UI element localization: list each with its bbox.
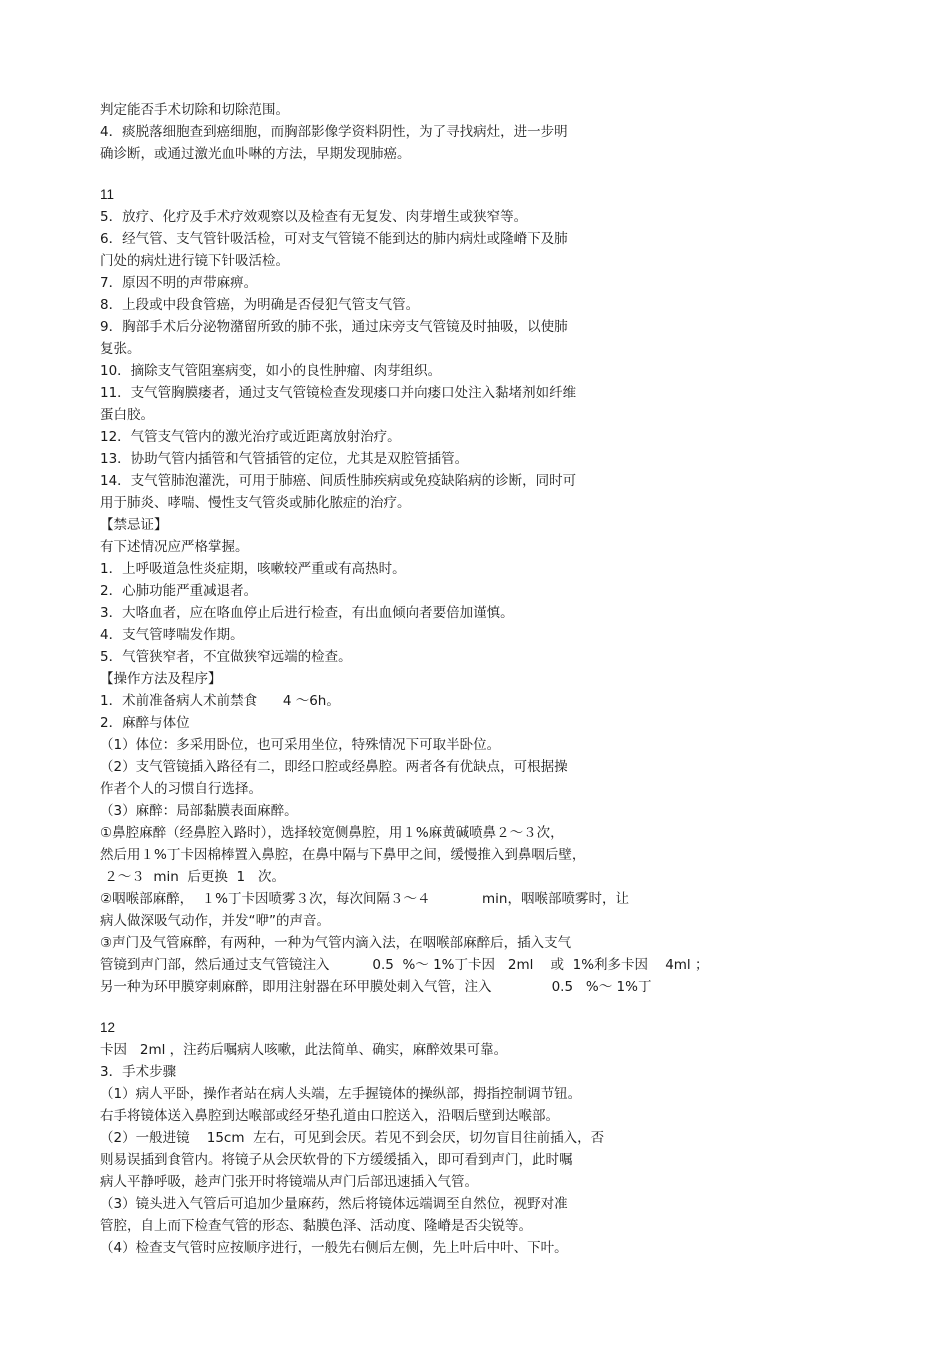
text-line: ２～３ min 后更换 1 次。 — [100, 869, 285, 885]
text-line: 作者个人的习惯自行选择。 — [100, 781, 262, 797]
text-line: 蛋白胶。 — [100, 407, 154, 423]
text-line: （2）一般进镜 15cm 左右，可见到会厌。若见不到会厌，切勿盲目往前插入，否 — [100, 1130, 605, 1146]
text-line: 5．放疗、化疗及手术疗效观察以及检查有无复发、肉芽增生或狭窄等。 — [100, 209, 528, 225]
text-line: （1）病人平卧，操作者站在病人头端，左手握镜体的操纵部，拇指控制调节钮。 — [100, 1086, 582, 1102]
page-number: 12 — [100, 1020, 116, 1035]
text-line: 有下述情况应严格掌握。 — [100, 539, 249, 555]
text-line: 右手将镜体送入鼻腔到达喉部或经牙垫孔道由口腔送入，沿咽后壁到达喉部。 — [100, 1108, 559, 1124]
text-line: 管腔，自上而下检查气管的形态、黏膜色泽、活动度、隆嵴是否尖锐等。 — [100, 1218, 532, 1234]
text-line: （2）支气管镜插入路径有二，即经口腔或经鼻腔。两者各有优缺点，可根据操 — [100, 759, 568, 775]
text-line: 2．麻醉与体位 — [100, 715, 190, 731]
text-line: 10．摘除支气管阻塞病变，如小的良性肿瘤、肉芽组织。 — [100, 363, 442, 379]
text-line: 4．痰脱落细胞查到癌细胞，而胸部影像学资料阴性，为了寻找病灶，进一步明 — [100, 124, 568, 140]
text-line: ②咽喉部麻醉， １%丁卡因喷雾３次，每次间隔３～４ min，咽喉部喷雾时，让 — [100, 891, 629, 907]
text-line: 判定能否手术切除和切除范围。 — [100, 102, 289, 118]
text-line: ③声门及气管麻醉，有两种，一种为气管内滴入法，在咽喉部麻醉后，插入支气 — [100, 935, 572, 951]
text-line: （3）麻醉：局部黏膜表面麻醉。 — [100, 803, 298, 819]
section-heading: 【操作方法及程序】 — [100, 671, 222, 687]
text-line: 2．心肺功能严重减退者。 — [100, 583, 258, 599]
text-line: 8．上段或中段食管癌，为明确是否侵犯气管支气管。 — [100, 297, 420, 313]
text-line: （3）镜头进入气管后可追加少量麻药，然后将镜体远端调至自然位，视野对准 — [100, 1196, 568, 1212]
text-line: 5．气管狭窄者，不宜做狭窄远端的检查。 — [100, 649, 352, 665]
text-line: 7．原因不明的声带麻痹。 — [100, 275, 258, 291]
text-line: 则易误插到食管内。将镜子从会厌软骨的下方缓缓插入，即可看到声门，此时嘱 — [100, 1152, 573, 1168]
text-line: 1．上呼吸道急性炎症期，咳嗽较严重或有高热时。 — [100, 561, 406, 577]
text-line: 另一种为环甲膜穿刺麻醉，即用注射器在环甲膜处刺入气管，注入 0.5 %～ 1%丁 — [100, 979, 652, 995]
text-line: 卡因 2ml ，注药后嘱病人咳嗽，此法简单、确实，麻醉效果可靠。 — [100, 1042, 508, 1058]
text-line: 13．协助气管内插管和气管插管的定位，尤其是双腔管插管。 — [100, 451, 469, 467]
text-line: 用于肺炎、哮喘、慢性支气管炎或肺化脓症的治疗。 — [100, 495, 411, 511]
text-line: 3．大咯血者，应在咯血停止后进行检查，有出血倾向者要倍加谨慎。 — [100, 605, 514, 621]
text-line: 9．胸部手术后分泌物潴留所致的肺不张，通过床旁支气管镜及时抽吸，以使肺 — [100, 319, 568, 335]
text-line: 11．支气管胸膜瘘者，通过支气管镜检查发现瘘口并向瘘口处注入黏堵剂如纤维 — [100, 385, 577, 401]
text-line: 复张。 — [100, 341, 141, 357]
text-line: 4．支气管哮喘发作期。 — [100, 627, 244, 643]
text-line: ①鼻腔麻醉（经鼻腔入路时），选择较宽侧鼻腔，用１%麻黄碱喷鼻２～３次， — [100, 825, 564, 841]
text-line: 3．手术步骤 — [100, 1064, 177, 1080]
section-heading: 【禁忌证】 — [100, 517, 168, 533]
text-line: 病人做深吸气动作，并发“咿”的声音。 — [100, 913, 330, 929]
text-line: （1）体位：多采用卧位，也可采用坐位，特殊情况下可取半卧位。 — [100, 737, 501, 753]
text-line: 然后用１%丁卡因棉棒置入鼻腔，在鼻中隔与下鼻甲之间，缓慢推入到鼻咽后壁， — [100, 847, 586, 863]
text-line: 确诊断，或通过激光血卟啉的方法，早期发现肺癌。 — [100, 146, 411, 162]
text-line: 12．气管支气管内的激光治疗或近距离放射治疗。 — [100, 429, 401, 445]
text-line: 1．术前准备病人术前禁食 4 ～6h。 — [100, 693, 340, 709]
text-line: 管镜到声门部，然后通过支气管镜注入 0.5 %～ 1%丁卡因 2ml 或 1%利多卡因 4ml ； — [100, 957, 709, 973]
page-number: 11 — [100, 187, 115, 202]
text-line: （4）检查支气管时应按顺序进行，一般先右侧后左侧，先上叶后中叶、下叶。 — [100, 1240, 568, 1256]
text-line: 14．支气管肺泡灌洗，可用于肺癌、间质性肺疾病或免疫缺陷病的诊断，同时可 — [100, 473, 577, 489]
text-line: 病人平静呼吸，趁声门张开时将镜端从声门后部迅速插入气管。 — [100, 1174, 478, 1190]
text-line: 门处的病灶进行镜下针吸活检。 — [100, 253, 289, 269]
text-line: 6．经气管、支气管针吸活检，可对支气管镜不能到达的肺内病灶或隆嵴下及肺 — [100, 231, 568, 247]
